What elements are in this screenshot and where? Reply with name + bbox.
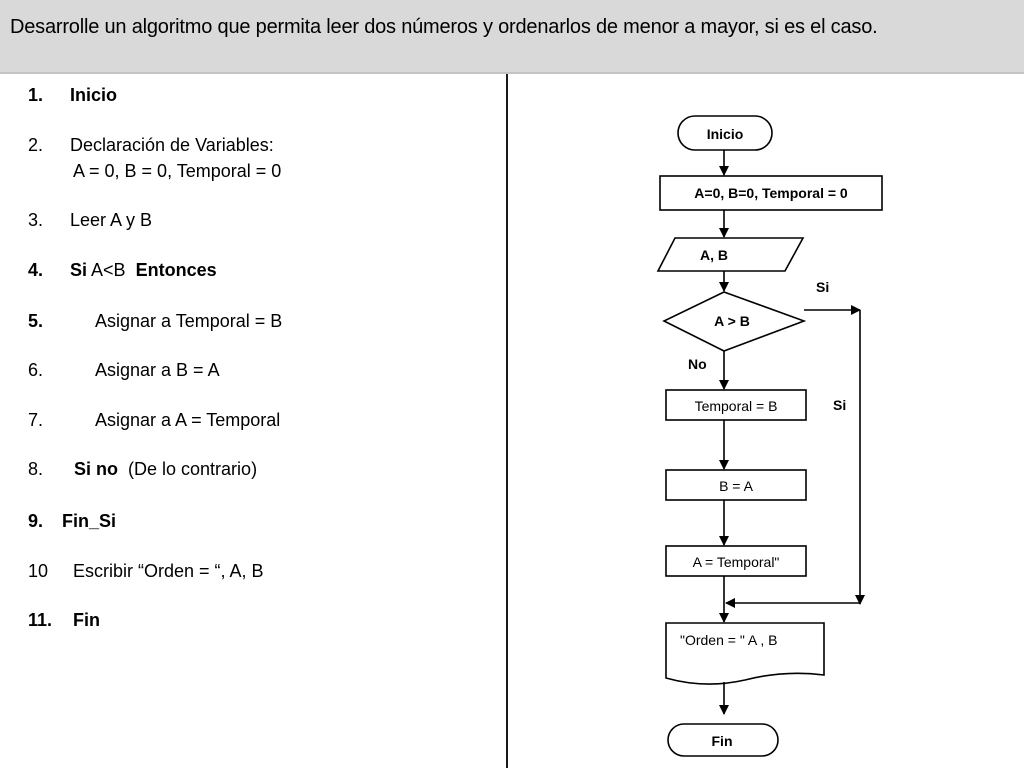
step-10 — [28, 559, 264, 583]
yes-label-side: Si — [833, 397, 847, 413]
step-text: Asignar a A = Temporal — [95, 410, 281, 430]
step-8 — [28, 457, 257, 481]
step-keyword: Si no — [74, 459, 118, 479]
assign2-label: B = A — [719, 478, 753, 494]
decision-label: A > B — [714, 313, 750, 329]
problem-statement: Desarrolle un algoritmo que permita leer dos números y ordenarlos de menor a mayor, si es el caso. — [10, 16, 878, 38]
start-label: Inicio — [706, 126, 744, 142]
step-4 — [28, 258, 217, 282]
step-2-variables — [73, 159, 281, 183]
step-11 — [28, 608, 100, 632]
step-1 — [28, 83, 117, 107]
step-text: Asignar a Temporal = B — [95, 311, 283, 331]
step-3 — [28, 208, 152, 232]
step-text: Fin_Si — [62, 511, 117, 531]
no-label: No — [688, 356, 707, 372]
yes-label-top: Si — [816, 279, 830, 295]
step-number: 3. — [28, 210, 44, 230]
step-number: 7. — [28, 410, 44, 430]
step-number: 10 — [28, 561, 49, 581]
step-number: 6. — [28, 360, 44, 380]
assign3-label: A = Temporal" — [692, 554, 780, 570]
step-text: (De lo contrario) — [128, 459, 258, 479]
step-number: 11. — [28, 610, 53, 630]
step-text: A = 0, B = 0, Temporal = 0 — [73, 161, 282, 181]
input-parallelogram — [658, 238, 803, 271]
step-7 — [28, 408, 280, 432]
step-text: Leer A y B — [70, 210, 153, 230]
step-5 — [28, 309, 282, 333]
output-label: "Orden = " A , B — [680, 632, 778, 648]
step-number: 8. — [28, 459, 44, 479]
end-label: Fin — [711, 733, 733, 749]
step-9 — [28, 509, 116, 533]
column-divider — [506, 74, 508, 768]
assign1-label: Temporal = B — [694, 398, 778, 414]
input-label: A, B — [700, 247, 728, 263]
step-number: 5. — [28, 311, 44, 331]
step-text: Escribir “Orden = “, A, B — [73, 561, 264, 581]
init-label: A=0, B=0, Temporal = 0 — [694, 185, 848, 201]
pseudocode-steps — [0, 0, 500, 768]
step-number: 2. — [28, 135, 44, 155]
step-number: 4. — [28, 260, 44, 280]
step-text: Fin — [73, 610, 100, 630]
flowchart — [520, 80, 920, 765]
step-keyword: Si — [70, 260, 88, 280]
step-number: 9. — [28, 511, 44, 531]
step-keyword: Entonces — [135, 260, 217, 280]
step-condition: A<B — [91, 260, 126, 280]
step-text: Inicio — [70, 85, 118, 105]
step-text: Declaración de Variables: — [70, 135, 274, 155]
step-text: Asignar a B = A — [95, 360, 220, 380]
step-2 — [28, 133, 274, 157]
step-6 — [28, 358, 220, 382]
step-number: 1. — [28, 85, 44, 105]
